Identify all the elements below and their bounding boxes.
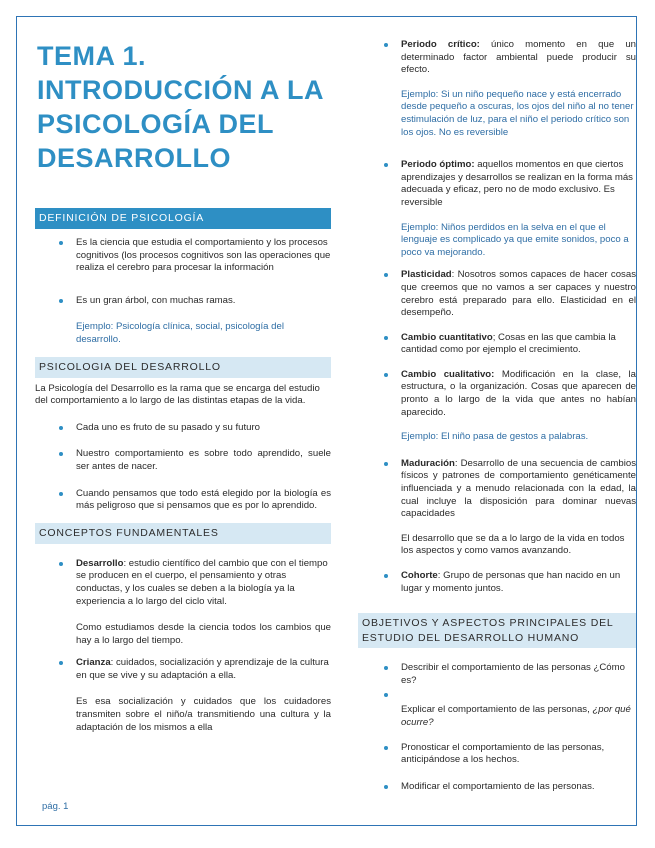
term: Cambio cualitativo: (401, 368, 495, 380)
section-heading-definicion: DEFINICIÓN DE PSICOLOGÍA (35, 208, 331, 229)
list-item: Modificar el comportamiento de las personas. (358, 781, 636, 794)
left-column (35, 39, 331, 734)
definition: aquellos momentos en que ciertos aprendizajes y desarrollos se realizan en la forma más adecuada y eficaz, pero no de modo exclusivo. Es reversible (401, 159, 633, 208)
definition: : Grupo de personas que han nacido en un lugar y momento juntos. (401, 570, 621, 594)
list-item-maduracion (358, 458, 636, 521)
section-heading-psicologia-desarrollo: PSICOLOGIA DEL DESARROLLO (35, 357, 331, 378)
definition: : estudio científico del cambio que con el tiempo se producen en el cuerpo, el pensamiento y otras conductas, y los cuales se deben a la biología ya la experiencia a lo largo del ciclo vital. (76, 557, 328, 607)
list-item-empty (358, 689, 636, 702)
document-page (16, 16, 637, 826)
example-text: Ejemplo: El niño pasa de gestos a palabras. (401, 431, 589, 443)
explain-text: Explicar el comportamiento de las personas, (401, 704, 593, 716)
note-text: Es esa socialización y cuidados que los cuidadores transmiten sobre el niño/a transmitiendo una cultura y la adaptación de los mismos a ella (76, 696, 331, 733)
definition: ; Cosas en las que cambia la cantidad como por ejemplo el crecimiento. (401, 331, 616, 356)
title-line: PSICOLOGÍA DEL (37, 109, 275, 139)
term: Periodo óptimo: (401, 159, 475, 171)
example-text: Ejemplo: Niños perdidos en la selva en el que el lenguaje es complicado ya que emite sonidos, poco a poco va mejorando. (401, 221, 629, 258)
list-item: Nuestro comportamiento es sobre todo aprendido, suele ser antes de nacer. (35, 448, 331, 473)
list-item: Cada uno es fruto de su pasado y su futuro (35, 422, 331, 435)
page-number: pág. 1 (42, 801, 69, 812)
definition: único momento en que un determinado factor ambiental puede producir su efecto. (401, 39, 636, 76)
term: Plasticidad (401, 269, 452, 281)
definition: : Nosotros somos capaces de hacer cosas que creemos que no vamos a ser capaces y nuestro cerebro está preparado para ello. Elasticidad en el desempeño. (401, 269, 636, 319)
italic-question: ¿por qué ocurre? (401, 704, 631, 728)
list-item-desarrollo (35, 558, 331, 608)
list-item-plasticidad (358, 269, 636, 319)
definition: : Desarrollo de una secuencia de cambios físicos y patrones de comportamiento genéticamente influenciada y a menudo relacionada con la edad, la cual incluye la disposición para dominar nuevas capacidades (401, 457, 636, 520)
definition: : cuidados, socialización y aprendizaje de la cultura en que se vive y su adaptación a ella. (76, 657, 329, 681)
title-line: INTRODUCCIÓN A LA (37, 75, 324, 105)
term: Cohorte (401, 570, 438, 581)
title-line: TEMA 1. (37, 41, 147, 71)
list-item-cambio-cuantitativo (358, 332, 636, 357)
term: Crianza (76, 657, 111, 669)
list-item-text (358, 704, 636, 729)
example-text: Ejemplo: Si un niño pequeño nace y está encerrado desde pequeño a oscuras, los ojos del niño al no tener estimulación de luz, para el niño el periodo crítico son los ojos. No es reversible (401, 88, 634, 138)
list-item: Pronosticar el comportamiento de las personas, anticipándose a los hechos. (358, 742, 636, 767)
example-text: Ejemplo: Psicología clínica, social, psicología del desarrollo. (76, 321, 284, 345)
document-title (37, 39, 331, 175)
list-item-periodo-optimo (358, 159, 636, 209)
right-column (358, 39, 636, 793)
note-text: El desarrollo que se da a lo largo de la vida en todos los aspectos y como vamos avanzando. (401, 532, 625, 557)
term: Cambio cuantitativo (401, 331, 493, 343)
title-line: DESARROLLO (37, 143, 231, 173)
list-item: Es un gran árbol, con muchas ramas. (35, 295, 331, 308)
term: Maduración (401, 457, 455, 469)
list-item: Describir el comportamiento de las personas ¿Cómo es? (358, 662, 636, 687)
list-item-periodo-critico (358, 39, 636, 77)
list-item-cohorte (358, 570, 636, 595)
note-text: Como estudiamos desde la ciencia todos los cambios que hay a lo largo del tiempo. (76, 622, 331, 646)
section-heading-conceptos: CONCEPTOS FUNDAMENTALES (35, 523, 331, 544)
term: Desarrollo (76, 557, 124, 569)
list-item-crianza (35, 657, 331, 682)
term: Periodo crítico: (401, 39, 480, 50)
list-item-cambio-cualitativo (358, 369, 636, 419)
definition: Modificación en la clase, la estructura, o la organización. Cosas que aparecen de pronto a lo largo de la vida que antes no habían aparecido. (401, 368, 636, 418)
paragraph: La Psicología del Desarrollo es la rama que se encarga del estudio del comportamiento a lo largo de las distintas etapas de la vida. (35, 382, 320, 407)
list-item: Es la ciencia que estudia el comportamiento y los procesos cognitivos (los procesos cognitivos son las operaciones que realiza el cerebro para procesar la información (35, 237, 331, 275)
section-heading-objetivos: OBJETIVOS Y ASPECTOS PRINCIPALES DEL ESTUDIO DEL DESARROLLO HUMANO (358, 613, 636, 648)
list-item: Cuando pensamos que todo está elegido por la biología es más peligroso que si pensamos que es por lo aprendido. (35, 488, 331, 513)
